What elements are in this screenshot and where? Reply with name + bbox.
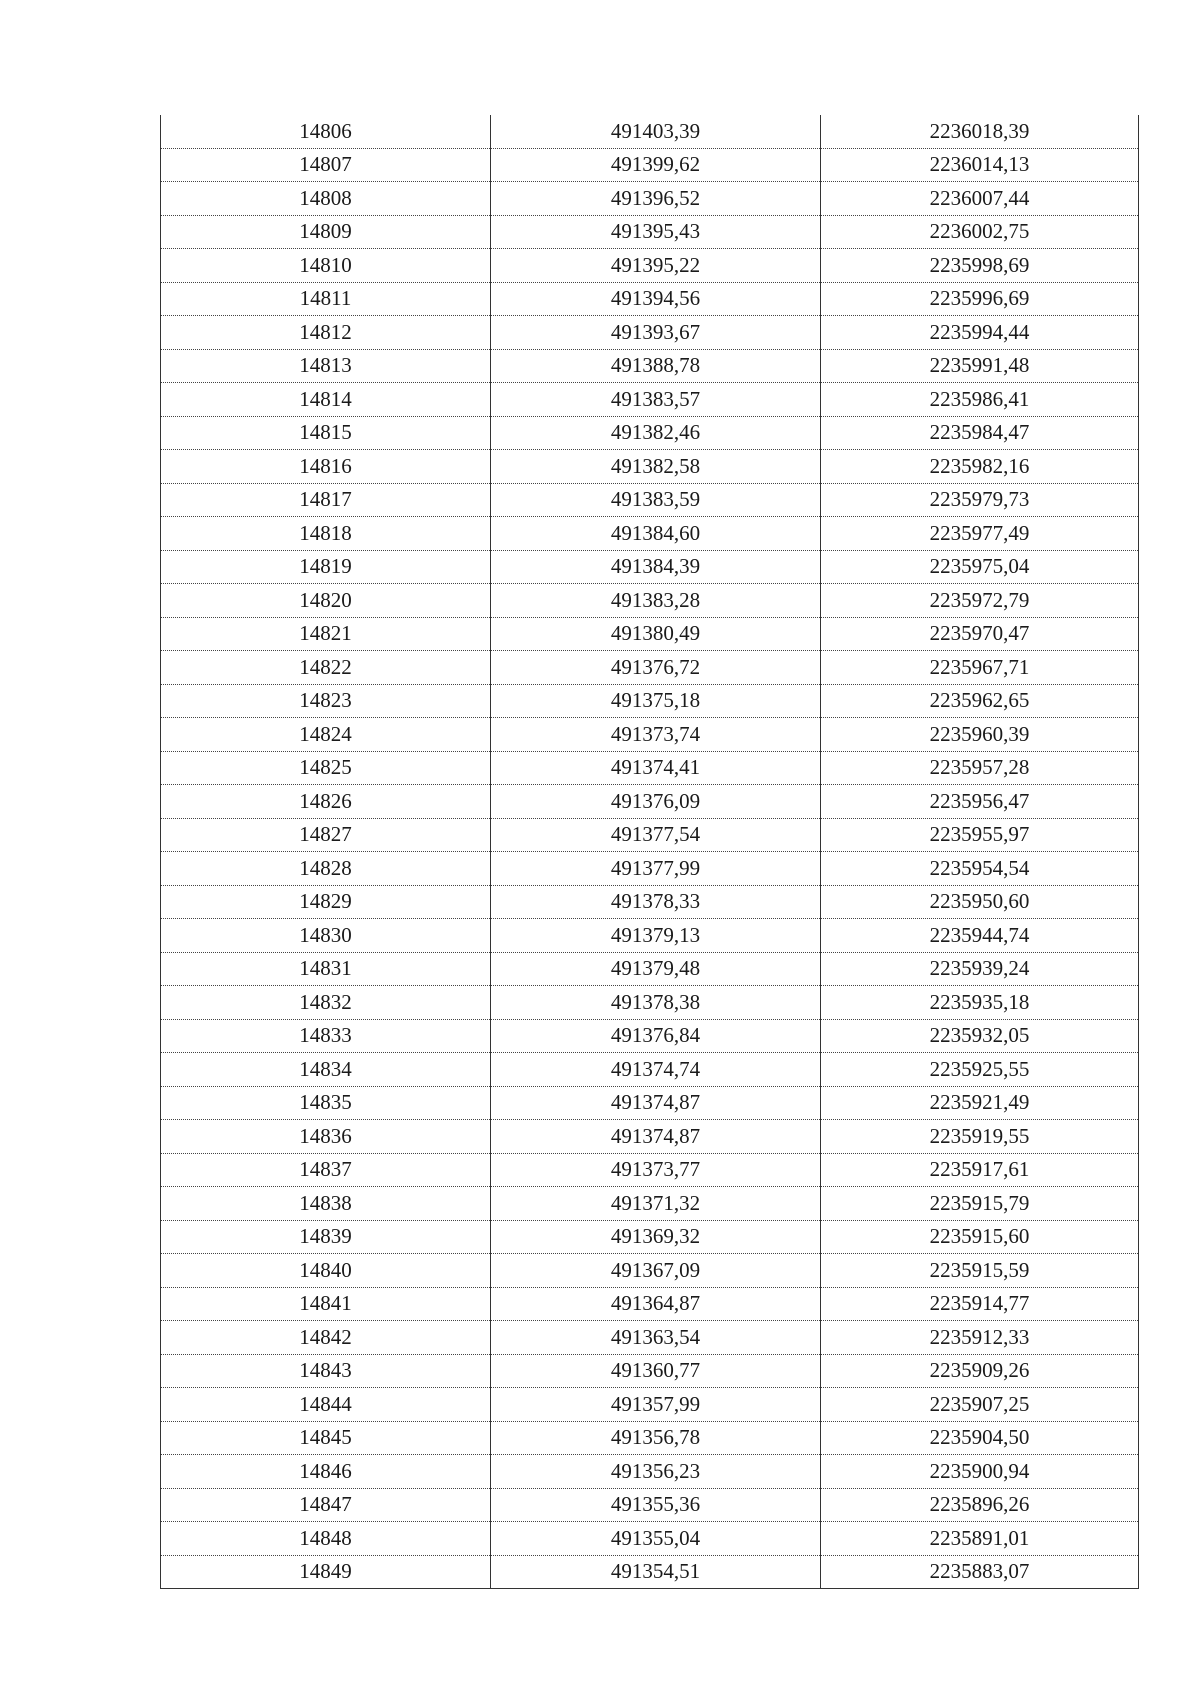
y-coordinate-cell: 2235939,24 [821, 952, 1139, 986]
point-number-cell: 14838 [161, 1187, 491, 1221]
y-coordinate-cell: 2235907,25 [821, 1388, 1139, 1422]
y-coordinate-cell: 2235998,69 [821, 249, 1139, 283]
x-coordinate-cell: 491383,28 [491, 584, 821, 618]
point-number-cell: 14818 [161, 517, 491, 551]
x-coordinate-cell: 491380,49 [491, 617, 821, 651]
table-row [161, 450, 1139, 484]
x-coordinate-cell: 491364,87 [491, 1287, 821, 1321]
y-coordinate-cell: 2235896,26 [821, 1488, 1139, 1522]
table-row [161, 115, 1139, 148]
point-number-cell: 14848 [161, 1522, 491, 1556]
point-number-cell: 14814 [161, 383, 491, 417]
y-coordinate-cell: 2235909,26 [821, 1354, 1139, 1388]
x-coordinate-cell: 491396,52 [491, 182, 821, 216]
y-coordinate-cell: 2235972,79 [821, 584, 1139, 618]
x-coordinate-cell: 491376,09 [491, 785, 821, 819]
point-number-cell: 14820 [161, 584, 491, 618]
table-row [161, 852, 1139, 886]
x-coordinate-cell: 491388,78 [491, 349, 821, 383]
x-coordinate-cell: 491376,84 [491, 1019, 821, 1053]
table-row [161, 1388, 1139, 1422]
table-row [161, 1220, 1139, 1254]
point-number-cell: 14813 [161, 349, 491, 383]
table-row [161, 383, 1139, 417]
x-coordinate-cell: 491354,51 [491, 1555, 821, 1589]
table-row [161, 651, 1139, 685]
point-number-cell: 14840 [161, 1254, 491, 1288]
x-coordinate-cell: 491374,87 [491, 1120, 821, 1154]
y-coordinate-cell: 2235994,44 [821, 316, 1139, 350]
table-row [161, 718, 1139, 752]
y-coordinate-cell: 2235935,18 [821, 986, 1139, 1020]
y-coordinate-cell: 2235986,41 [821, 383, 1139, 417]
coordinates-table [160, 115, 1139, 1589]
point-number-cell: 14806 [161, 115, 491, 148]
point-number-cell: 14833 [161, 1019, 491, 1053]
point-number-cell: 14834 [161, 1053, 491, 1087]
x-coordinate-cell: 491383,59 [491, 483, 821, 517]
table-row [161, 684, 1139, 718]
y-coordinate-cell: 2235932,05 [821, 1019, 1139, 1053]
table-row [161, 952, 1139, 986]
table-row [161, 182, 1139, 216]
point-number-cell: 14825 [161, 751, 491, 785]
x-coordinate-cell: 491384,39 [491, 550, 821, 584]
x-coordinate-cell: 491377,99 [491, 852, 821, 886]
table-row [161, 1120, 1139, 1154]
y-coordinate-cell: 2236002,75 [821, 215, 1139, 249]
y-coordinate-cell: 2235977,49 [821, 517, 1139, 551]
table-row [161, 818, 1139, 852]
y-coordinate-cell: 2235960,39 [821, 718, 1139, 752]
x-coordinate-cell: 491379,13 [491, 919, 821, 953]
point-number-cell: 14846 [161, 1455, 491, 1489]
point-number-cell: 14808 [161, 182, 491, 216]
y-coordinate-cell: 2235919,55 [821, 1120, 1139, 1154]
point-number-cell: 14819 [161, 550, 491, 584]
y-coordinate-cell: 2235996,69 [821, 282, 1139, 316]
x-coordinate-cell: 491374,87 [491, 1086, 821, 1120]
point-number-cell: 14826 [161, 785, 491, 819]
y-coordinate-cell: 2236014,13 [821, 148, 1139, 182]
x-coordinate-cell: 491373,77 [491, 1153, 821, 1187]
table-row [161, 1455, 1139, 1489]
x-coordinate-cell: 491384,60 [491, 517, 821, 551]
table-row [161, 785, 1139, 819]
x-coordinate-cell: 491376,72 [491, 651, 821, 685]
x-coordinate-cell: 491383,57 [491, 383, 821, 417]
y-coordinate-cell: 2236018,39 [821, 115, 1139, 148]
table-row [161, 416, 1139, 450]
x-coordinate-cell: 491357,99 [491, 1388, 821, 1422]
x-coordinate-cell: 491374,41 [491, 751, 821, 785]
x-coordinate-cell: 491356,78 [491, 1421, 821, 1455]
y-coordinate-cell: 2235917,61 [821, 1153, 1139, 1187]
point-number-cell: 14815 [161, 416, 491, 450]
y-coordinate-cell: 2235967,71 [821, 651, 1139, 685]
point-number-cell: 14811 [161, 282, 491, 316]
point-number-cell: 14828 [161, 852, 491, 886]
point-number-cell: 14812 [161, 316, 491, 350]
y-coordinate-cell: 2235891,01 [821, 1522, 1139, 1556]
point-number-cell: 14816 [161, 450, 491, 484]
point-number-cell: 14827 [161, 818, 491, 852]
point-number-cell: 14843 [161, 1354, 491, 1388]
x-coordinate-cell: 491399,62 [491, 148, 821, 182]
point-number-cell: 14829 [161, 885, 491, 919]
x-coordinate-cell: 491394,56 [491, 282, 821, 316]
x-coordinate-cell: 491363,54 [491, 1321, 821, 1355]
table-row [161, 550, 1139, 584]
y-coordinate-cell: 2235957,28 [821, 751, 1139, 785]
point-number-cell: 14845 [161, 1421, 491, 1455]
y-coordinate-cell: 2235954,54 [821, 852, 1139, 886]
table-row [161, 751, 1139, 785]
x-coordinate-cell: 491360,77 [491, 1354, 821, 1388]
point-number-cell: 14835 [161, 1086, 491, 1120]
table-row [161, 483, 1139, 517]
table-row [161, 885, 1139, 919]
x-coordinate-cell: 491375,18 [491, 684, 821, 718]
point-number-cell: 14841 [161, 1287, 491, 1321]
table-row [161, 1254, 1139, 1288]
x-coordinate-cell: 491377,54 [491, 818, 821, 852]
x-coordinate-cell: 491382,58 [491, 450, 821, 484]
y-coordinate-cell: 2235956,47 [821, 785, 1139, 819]
point-number-cell: 14821 [161, 617, 491, 651]
y-coordinate-cell: 2235982,16 [821, 450, 1139, 484]
x-coordinate-cell: 491367,09 [491, 1254, 821, 1288]
point-number-cell: 14844 [161, 1388, 491, 1422]
table-row [161, 617, 1139, 651]
x-coordinate-cell: 491393,67 [491, 316, 821, 350]
point-number-cell: 14810 [161, 249, 491, 283]
y-coordinate-cell: 2235904,50 [821, 1421, 1139, 1455]
x-coordinate-cell: 491371,32 [491, 1187, 821, 1221]
x-coordinate-cell: 491355,04 [491, 1522, 821, 1556]
table-row [161, 1522, 1139, 1556]
y-coordinate-cell: 2235921,49 [821, 1086, 1139, 1120]
table-row [161, 517, 1139, 551]
x-coordinate-cell: 491369,32 [491, 1220, 821, 1254]
point-number-cell: 14822 [161, 651, 491, 685]
coordinates-table-body [161, 115, 1139, 1589]
point-number-cell: 14831 [161, 952, 491, 986]
y-coordinate-cell: 2235955,97 [821, 818, 1139, 852]
y-coordinate-cell: 2235975,04 [821, 550, 1139, 584]
y-coordinate-cell: 2235979,73 [821, 483, 1139, 517]
table-row [161, 215, 1139, 249]
table-row [161, 1488, 1139, 1522]
y-coordinate-cell: 2235950,60 [821, 885, 1139, 919]
table-row [161, 1421, 1139, 1455]
point-number-cell: 14836 [161, 1120, 491, 1154]
y-coordinate-cell: 2235915,59 [821, 1254, 1139, 1288]
x-coordinate-cell: 491378,33 [491, 885, 821, 919]
point-number-cell: 14807 [161, 148, 491, 182]
y-coordinate-cell: 2235984,47 [821, 416, 1139, 450]
y-coordinate-cell: 2235900,94 [821, 1455, 1139, 1489]
point-number-cell: 14839 [161, 1220, 491, 1254]
point-number-cell: 14830 [161, 919, 491, 953]
x-coordinate-cell: 491356,23 [491, 1455, 821, 1489]
point-number-cell: 14842 [161, 1321, 491, 1355]
table-row [161, 1354, 1139, 1388]
y-coordinate-cell: 2235883,07 [821, 1555, 1139, 1589]
table-row [161, 986, 1139, 1020]
table-row [161, 919, 1139, 953]
y-coordinate-cell: 2235944,74 [821, 919, 1139, 953]
point-number-cell: 14849 [161, 1555, 491, 1589]
point-number-cell: 14837 [161, 1153, 491, 1187]
table-row [161, 1555, 1139, 1589]
table-row [161, 316, 1139, 350]
x-coordinate-cell: 491378,38 [491, 986, 821, 1020]
point-number-cell: 14809 [161, 215, 491, 249]
point-number-cell: 14824 [161, 718, 491, 752]
x-coordinate-cell: 491395,43 [491, 215, 821, 249]
table-row [161, 349, 1139, 383]
table-row [161, 1053, 1139, 1087]
table-row [161, 1019, 1139, 1053]
table-row [161, 1153, 1139, 1187]
point-number-cell: 14832 [161, 986, 491, 1020]
point-number-cell: 14817 [161, 483, 491, 517]
x-coordinate-cell: 491403,39 [491, 115, 821, 148]
table-row [161, 1086, 1139, 1120]
table-row [161, 584, 1139, 618]
point-number-cell: 14847 [161, 1488, 491, 1522]
x-coordinate-cell: 491382,46 [491, 416, 821, 450]
table-row [161, 1321, 1139, 1355]
y-coordinate-cell: 2235991,48 [821, 349, 1139, 383]
y-coordinate-cell: 2235912,33 [821, 1321, 1139, 1355]
table-row [161, 1187, 1139, 1221]
y-coordinate-cell: 2235925,55 [821, 1053, 1139, 1087]
table-row [161, 1287, 1139, 1321]
y-coordinate-cell: 2235914,77 [821, 1287, 1139, 1321]
x-coordinate-cell: 491395,22 [491, 249, 821, 283]
table-row [161, 148, 1139, 182]
y-coordinate-cell: 2235970,47 [821, 617, 1139, 651]
y-coordinate-cell: 2235962,65 [821, 684, 1139, 718]
table-row [161, 249, 1139, 283]
table-row [161, 282, 1139, 316]
x-coordinate-cell: 491374,74 [491, 1053, 821, 1087]
y-coordinate-cell: 2235915,60 [821, 1220, 1139, 1254]
y-coordinate-cell: 2236007,44 [821, 182, 1139, 216]
point-number-cell: 14823 [161, 684, 491, 718]
x-coordinate-cell: 491355,36 [491, 1488, 821, 1522]
y-coordinate-cell: 2235915,79 [821, 1187, 1139, 1221]
x-coordinate-cell: 491373,74 [491, 718, 821, 752]
x-coordinate-cell: 491379,48 [491, 952, 821, 986]
